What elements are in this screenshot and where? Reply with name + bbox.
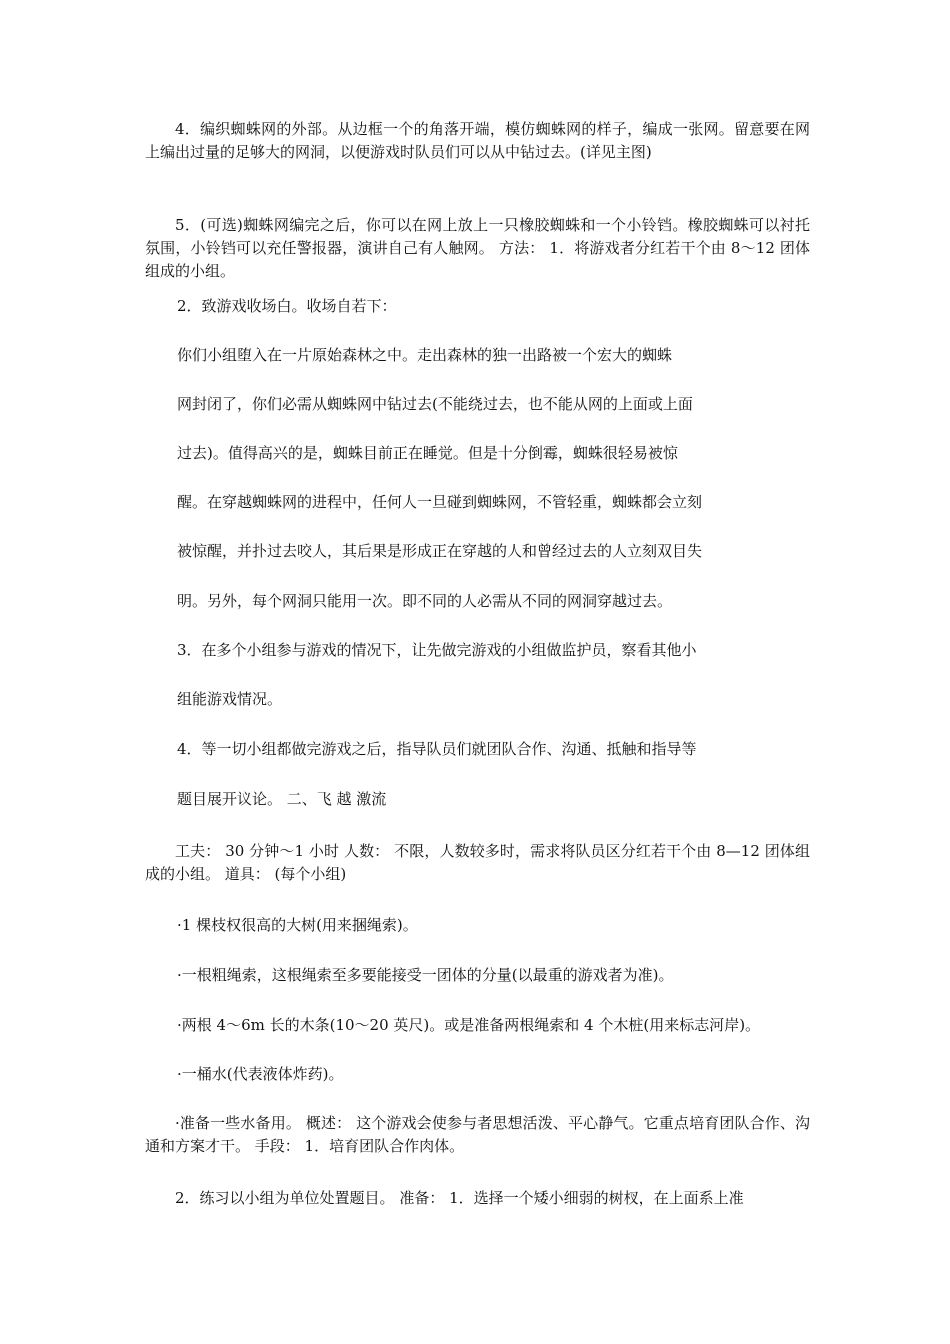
paragraph-preparation: 2．练习以小组为单位处置题目。 准备： 1．选择一个矮小细弱的树杈，在上面系上准	[175, 1189, 744, 1207]
list-item-bucket: ·一桶水(代表液体炸药)。	[177, 1065, 344, 1083]
paragraph-step-4-weave: 4．编织蜘蛛网的外部。从边框一个的角落开端，模仿蜘蛛网的样子，编成一张网。留意要在网上编出过量的足够大的网洞，以便游戏时队员们可以从中钻过去。(详见主图)	[145, 120, 810, 161]
paragraph-step-5-optional: 5．(可选)蜘蛛网编完之后，你可以在网上放上一只橡胶蜘蛛和一个小铃铛。橡胶蜘蛛可以衬托氛围，小铃铛可以充任警报器，演讲自己有人触网。 方法： 1．将游戏者分红若干个由 8～12 团体组成的小组。	[145, 216, 810, 280]
list-item-rope: ·一根粗绳索，这根绳索至多要能接受一团体的分量(以最重的游戏者为准)。	[177, 966, 674, 984]
text-line-story-2: 网封闭了，你们必需从蜘蛛网中钻过去(不能绕过去，也不能从网的上面或上面	[177, 395, 693, 413]
text-line-story-4: 醒。在穿越蜘蛛网的进程中，任何人一旦碰到蜘蛛网，不管轻重，蜘蛛都会立刻	[177, 493, 703, 511]
paragraph-overview: ·准备一些水备用。 概述： 这个游戏会使参与者思想活泼、平心静气。它重点培育团队合作、沟通和方案才干。 手段： 1．培育团队合作肉体。	[145, 1114, 810, 1155]
text-line-story-3: 过去)。值得高兴的是，蜘蛛目前正在睡觉。但是十分倒霉，蜘蛛很轻易被惊	[177, 444, 678, 462]
paragraph-time-people-props: 工夫： 30 分钟～1 小时 人数： 不限，人数较多时，需求将队员区分红若干个由 8—12 团体组成的小组。 道具： (每个小组)	[145, 842, 810, 883]
text-line-opening: 2．致游戏收场白。收场自若下：	[177, 297, 397, 315]
text-line-step-3-cont: 组能游戏情况。	[177, 690, 283, 708]
list-item-tree: ·1 棵枝权很高的大树(用来捆绳索)。	[177, 916, 418, 934]
list-item-planks: ·两根 4～6m 长的木条(10～20 英尺)。或是准备两根绳索和 4 个木桩(用来标志河岸)。	[177, 1016, 761, 1034]
text-line-story-5: 被惊醒，并扑过去咬人，其后果是形成正在穿越的人和曾经过去的人立刻双目失	[177, 542, 703, 560]
text-line-step-3: 3．在多个小组参与游戏的情况下，让先做完游戏的小组做监护员，察看其他小	[177, 641, 697, 659]
text-line-story-6: 明。另外，每个网洞只能用一次。即不同的人必需从不同的网洞穿越过去。	[177, 592, 673, 610]
text-line-step-4-discuss: 4．等一切小组都做完游戏之后，指导队员们就团队合作、沟通、抵触和指导等	[177, 740, 697, 758]
text-line-story-1: 你们小组堕入在一片原始森林之中。走出森林的独一出路被一个宏大的蜘蛛	[177, 346, 673, 364]
text-line-section-heading: 题目展开议论。 二、飞 越 激流	[177, 790, 387, 808]
